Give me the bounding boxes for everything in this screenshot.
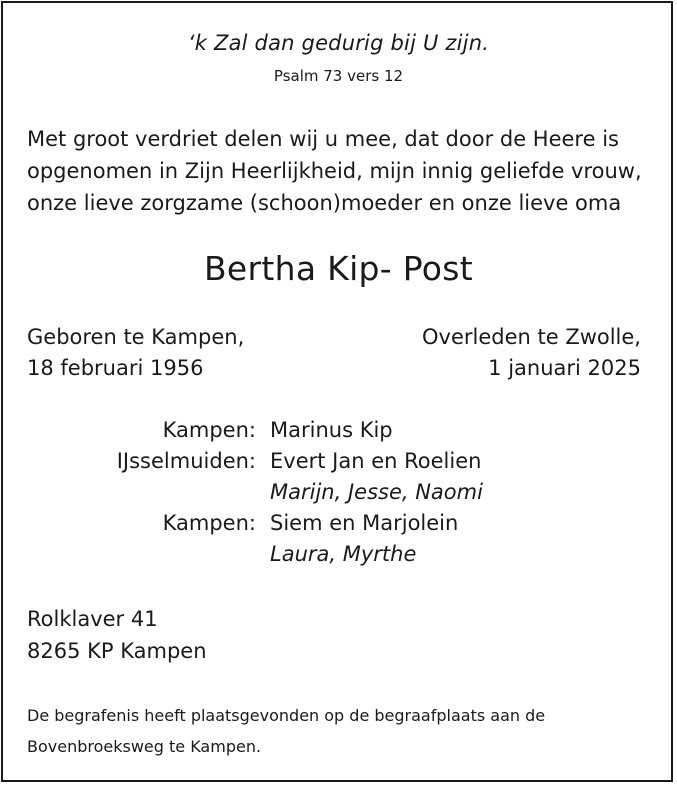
death-place: Overleden te Zwolle, bbox=[421, 325, 641, 349]
announcement-line: Met groot verdriet delen wij u mee, dat door de Heere is bbox=[27, 127, 619, 151]
announcement-text bbox=[27, 123, 657, 219]
funeral-line: Bovenbroeksweg te Kampen. bbox=[27, 737, 262, 756]
deceased-name: Bertha Kip- Post bbox=[203, 249, 474, 288]
family-place: IJsselmuiden: bbox=[116, 449, 256, 473]
family-place: Kampen: bbox=[162, 418, 256, 442]
family-place: Kampen: bbox=[162, 511, 256, 535]
birth-date: 18 februari 1956 bbox=[27, 356, 204, 380]
family-row bbox=[0, 446, 677, 477]
family-names: Marinus Kip bbox=[270, 418, 393, 442]
bible-quote: ‘k Zal dan gedurig bij U zijn. bbox=[187, 31, 490, 55]
funeral-notice bbox=[27, 700, 657, 762]
family-names: Evert Jan en Roelien bbox=[270, 449, 482, 473]
address-city: 8265 KP Kampen bbox=[27, 639, 207, 663]
family-list bbox=[0, 415, 677, 570]
address-street: Rolklaver 41 bbox=[27, 607, 158, 631]
funeral-line: De begrafenis heeft plaatsgevonden op de begraafplaats aan de bbox=[27, 706, 546, 725]
announcement-line: opgenomen in Zijn Heerlijkheid, mijn innig geliefde vrouw, bbox=[27, 159, 642, 183]
family-row bbox=[0, 415, 677, 446]
announcement-line: onze lieve zorgzame (schoon)moeder en onze lieve oma bbox=[27, 191, 622, 215]
grandchildren-names: Marijn, Jesse, Naomi bbox=[270, 480, 483, 504]
bible-reference: Psalm 73 vers 12 bbox=[273, 67, 404, 85]
death-date: 1 januari 2025 bbox=[488, 356, 641, 380]
grandchildren-names: Laura, Myrthe bbox=[270, 542, 417, 566]
family-row bbox=[0, 539, 677, 570]
death-info bbox=[422, 322, 641, 384]
family-row bbox=[0, 477, 677, 508]
birth-place: Geboren te Kampen, bbox=[27, 325, 245, 349]
family-row bbox=[0, 508, 677, 539]
family-names: Siem en Marjolein bbox=[270, 511, 459, 535]
birth-info bbox=[27, 322, 244, 384]
correspondence-address bbox=[27, 603, 207, 667]
